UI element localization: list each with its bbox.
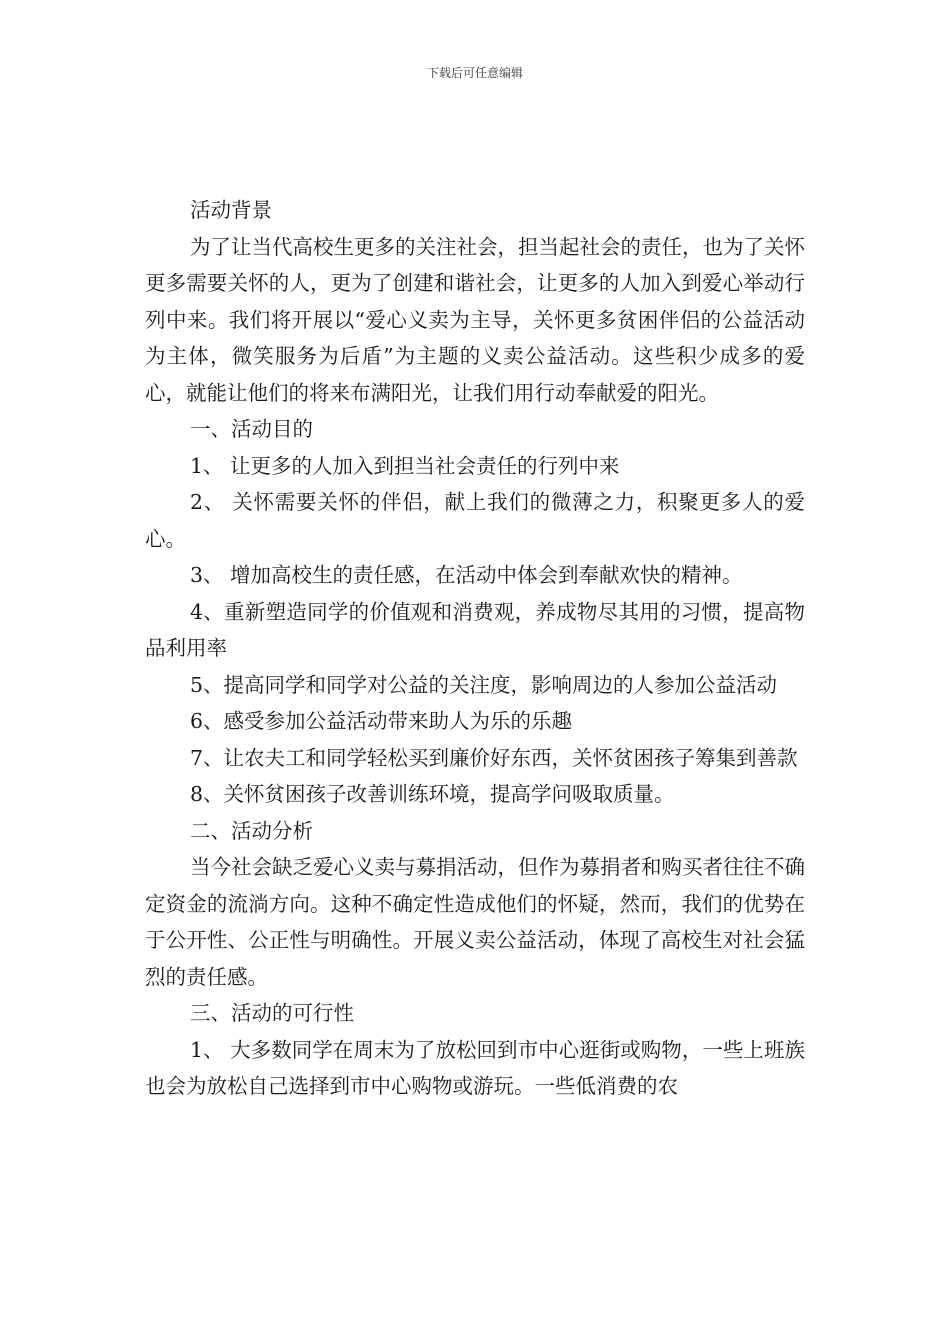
page-header-note: 下载后可任意编辑 xyxy=(426,66,523,80)
list-item-purpose-3: 3、 增加高校生的责任感，在活动中体会到奉献欢快的精神。 xyxy=(190,563,743,587)
document-body xyxy=(145,192,805,1105)
section-title-purpose: 一、活动目的 xyxy=(190,417,313,441)
section-title-feasibility: 三、活动的可行性 xyxy=(190,1001,354,1025)
list-item-feasibility-1: 1、 大多数同学在周末为了放松回到市中心逛街或购物，一些上班族也会为放松自己选择到市中心购物或游玩。一些低消费的农 xyxy=(145,1037,805,1098)
paragraph-analysis: 当今社会缺乏爱心义卖与募捐活动，但作为募捐者和购买者往往不确定资金的流淌方向。这种不确定性造成他们的怀疑，然而，我们的优势在于公开性、公正性与明确性。开展义卖公益活动，体现了高校生对社会猛烈的责任感。 xyxy=(145,855,805,989)
section-title-background: 活动背景 xyxy=(190,198,272,222)
list-item-purpose-6: 6、感受参加公益活动带来助人为乐的乐趣 xyxy=(190,709,573,733)
list-item-purpose-7: 7、让农夫工和同学轻松买到廉价好东西，关怀贫困孩子筹集到善款 xyxy=(190,745,798,770)
list-item-purpose-1: 1、 让更多的人加入到担当社会责任的行列中来 xyxy=(190,453,620,478)
list-item-purpose-8: 8、关怀贫困孩子改善训练环境，提高学问吸取质量。 xyxy=(190,782,675,806)
list-item-purpose-4: 4、重新塑造同学的价值观和消费观，养成物尽其用的习惯，提高物品利用率 xyxy=(145,599,805,660)
list-item-purpose-5: 5、提高同学和同学对公益的关注度，影响周边的人参加公益活动 xyxy=(190,672,778,697)
section-title-analysis: 二、活动分析 xyxy=(190,818,313,843)
paragraph-background: 为了让当代高校生更多的关注社会，担当起社会的责任，也为了关怀更多需要关怀的人，更为了创建和谐社会，让更多的人加入到爱心举动行列中来。我们将开展以“爱心义卖为主导，关怀更多贫困伴侣的公益活动为主体，微笑服务为后盾”为主题的义卖公益活动。这些积少成多的爱心，就能让他们的将来布满阳光，让我们用行动奉献爱的阳光。 xyxy=(145,234,805,405)
list-item-purpose-2: 2、 关怀需要关怀的伴侣，献上我们的微薄之力，积聚更多人的爱心。 xyxy=(145,490,805,551)
